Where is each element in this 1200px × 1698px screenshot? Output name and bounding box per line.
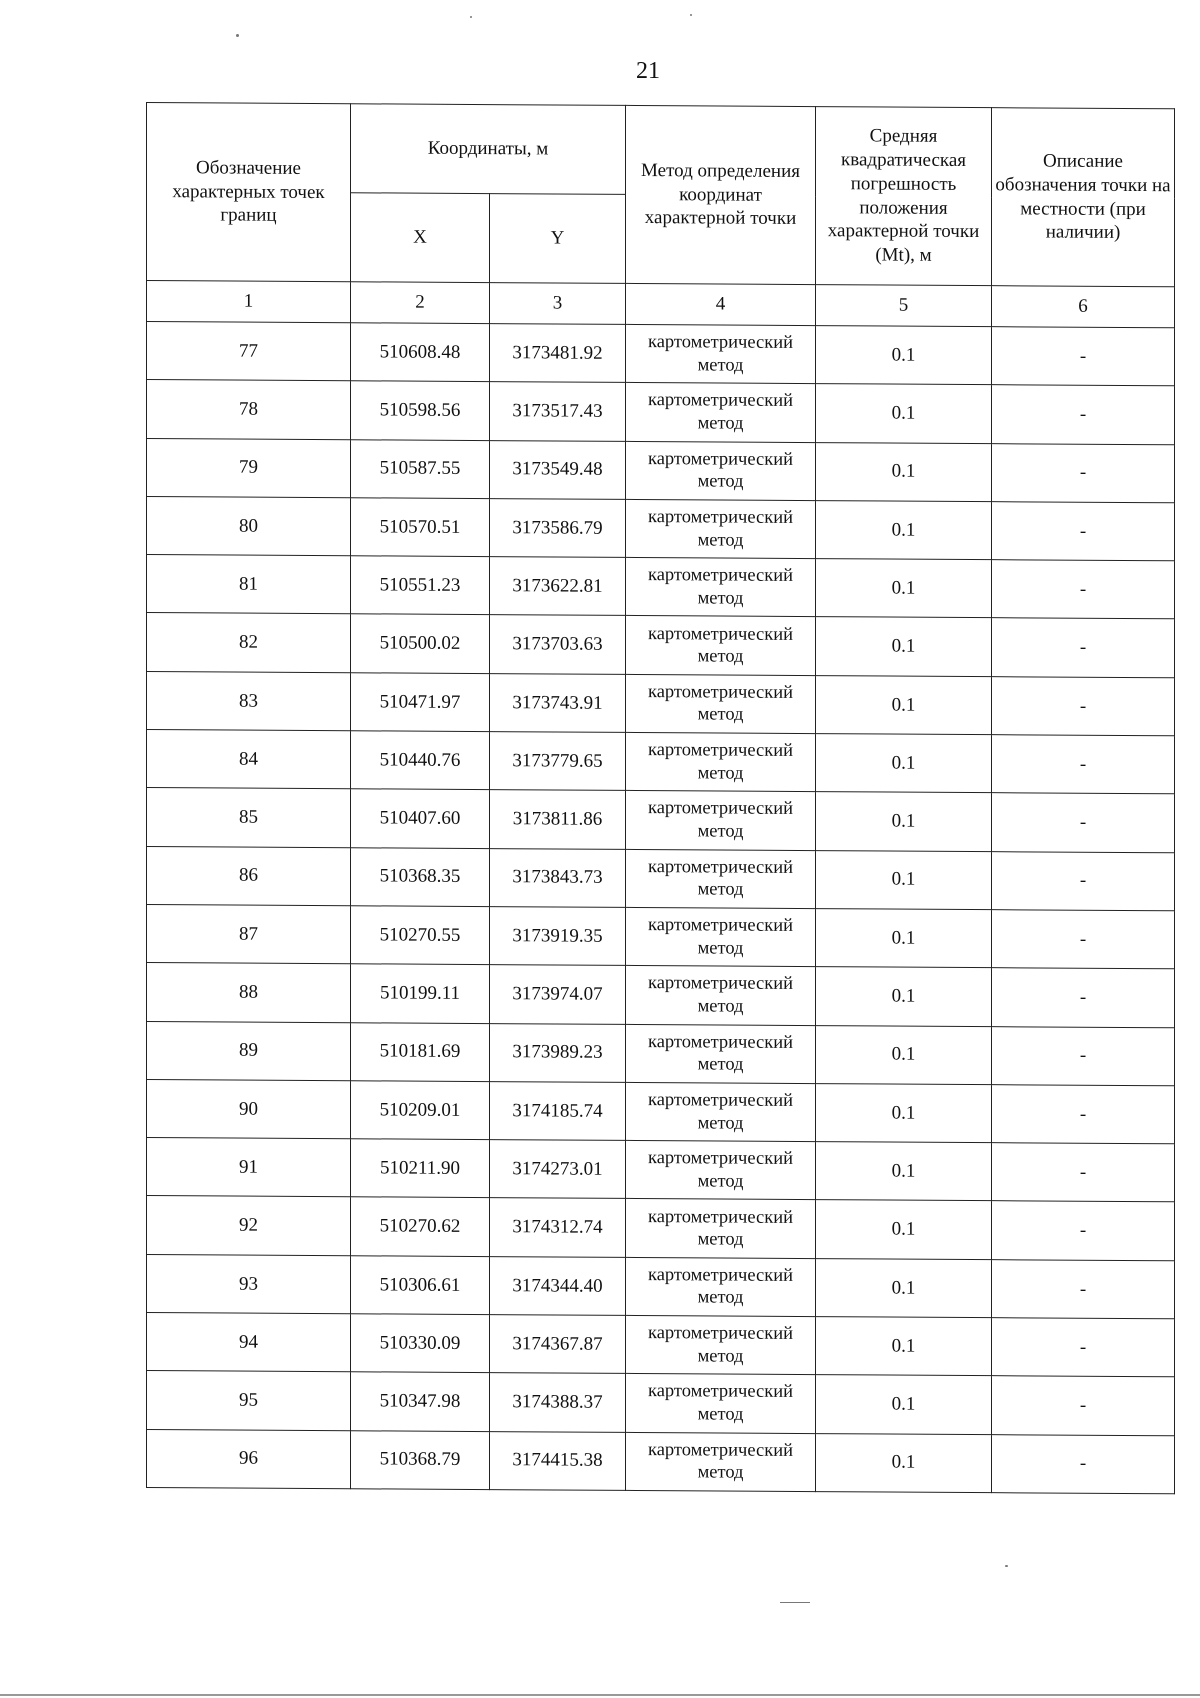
cell-error: 0.1	[816, 1375, 992, 1434]
cell-x: 510306.61	[351, 1255, 490, 1314]
cell-x: 510199.11	[351, 964, 490, 1023]
cell-x: 510270.55	[351, 906, 490, 965]
cell-description: -	[992, 1143, 1175, 1202]
cell-method: картометрический метод	[626, 966, 816, 1025]
cell-point: 94	[147, 1313, 351, 1373]
table-row	[147, 1079, 1175, 1144]
cell-error: 0.1	[816, 1433, 992, 1492]
cell-error: 0.1	[816, 850, 992, 909]
table-row	[147, 1196, 1175, 1261]
cell-method: картометрический метод	[626, 558, 816, 617]
cell-y: 3174367.87	[490, 1315, 626, 1374]
table-row	[147, 788, 1175, 853]
cell-error: 0.1	[816, 1025, 992, 1084]
cell-x: 510407.60	[351, 789, 490, 848]
cell-x: 510551.23	[351, 556, 490, 615]
cell-point: 78	[147, 380, 351, 440]
cell-x: 510440.76	[351, 731, 490, 790]
cell-y: 3173843.73	[490, 848, 626, 907]
cell-error: 0.1	[816, 792, 992, 851]
table-row	[147, 963, 1175, 1028]
coordinates-table	[146, 102, 1175, 1494]
column-number: 4	[626, 283, 816, 325]
cell-method: картометрический метод	[626, 1199, 816, 1258]
cell-description: -	[992, 1259, 1175, 1318]
cell-point: 86	[147, 846, 351, 906]
cell-description: -	[992, 560, 1175, 619]
table-row	[147, 613, 1175, 678]
cell-point: 85	[147, 788, 351, 848]
cell-point: 88	[147, 963, 351, 1023]
cell-point: 83	[147, 671, 351, 731]
cell-description: -	[992, 327, 1175, 386]
table-row	[147, 496, 1175, 561]
cell-y: 3174388.37	[490, 1373, 626, 1432]
cell-method: картометрический метод	[626, 849, 816, 908]
cell-method: картометрический метод	[626, 733, 816, 792]
column-number: 1	[147, 281, 351, 323]
cell-x: 510181.69	[351, 1022, 490, 1081]
column-number: 6	[992, 286, 1175, 328]
cell-description: -	[992, 676, 1175, 735]
cell-description: -	[992, 735, 1175, 794]
cell-x: 510587.55	[351, 439, 490, 498]
table-row	[147, 1371, 1175, 1436]
cell-method: картометрический метод	[626, 1141, 816, 1200]
scan-speck	[780, 1602, 810, 1603]
header-method: Метод определения координат характерной точки	[626, 105, 816, 284]
cell-error: 0.1	[816, 1200, 992, 1259]
cell-y: 3173919.35	[490, 907, 626, 966]
table-row	[147, 555, 1175, 620]
cell-x: 510211.90	[351, 1139, 490, 1198]
cell-error: 0.1	[816, 675, 992, 734]
cell-y: 3173989.23	[490, 1023, 626, 1082]
cell-error: 0.1	[816, 1142, 992, 1201]
column-number: 5	[816, 285, 992, 327]
cell-point: 92	[147, 1196, 351, 1256]
cell-point: 95	[147, 1371, 351, 1431]
page-number: 21	[636, 58, 660, 84]
cell-description: -	[992, 502, 1175, 561]
scan-speck	[470, 16, 472, 18]
table-row	[147, 322, 1175, 387]
table-row	[147, 1138, 1175, 1203]
table-row	[147, 730, 1175, 795]
scan-speck	[690, 14, 692, 16]
cell-point: 81	[147, 555, 351, 615]
cell-y: 3174312.74	[490, 1198, 626, 1257]
cell-point: 79	[147, 438, 351, 498]
cell-y: 3173549.48	[490, 440, 626, 499]
cell-point: 90	[147, 1079, 351, 1139]
table-body	[147, 322, 1175, 1494]
cell-x: 510368.79	[351, 1430, 490, 1489]
cell-error: 0.1	[816, 442, 992, 501]
cell-point: 91	[147, 1138, 351, 1198]
column-number: 3	[490, 283, 626, 325]
cell-description: -	[992, 1376, 1175, 1435]
table-row	[147, 438, 1175, 503]
cell-point: 93	[147, 1254, 351, 1314]
header-error: Средняя квадратическая погрешность положения характерной точки (Mt), м	[816, 107, 992, 286]
table-row	[147, 904, 1175, 969]
cell-x: 510209.01	[351, 1081, 490, 1140]
cell-method: картометрический метод	[626, 499, 816, 558]
cell-y: 3173779.65	[490, 732, 626, 791]
cell-point: 82	[147, 613, 351, 673]
table-row	[147, 1429, 1175, 1494]
cell-point: 80	[147, 496, 351, 556]
page-bottom-edge	[0, 1694, 1200, 1696]
cell-description: -	[992, 1434, 1175, 1493]
cell-y: 3173811.86	[490, 790, 626, 849]
cell-point: 77	[147, 322, 351, 382]
table-row	[147, 1313, 1175, 1378]
scan-speck	[1005, 1565, 1008, 1567]
cell-method: картометрический метод	[626, 907, 816, 966]
cell-method: картометрический метод	[626, 383, 816, 442]
header-description: Описание обозначения точки на местности (при наличии)	[992, 108, 1175, 287]
cell-description: -	[992, 793, 1175, 852]
cell-error: 0.1	[816, 1083, 992, 1142]
cell-description: -	[992, 1026, 1175, 1085]
cell-description: -	[992, 385, 1175, 444]
cell-point: 96	[147, 1429, 351, 1489]
cell-method: картометрический метод	[626, 1257, 816, 1316]
table-header	[147, 103, 1175, 328]
cell-method: картометрический метод	[626, 674, 816, 733]
cell-error: 0.1	[816, 326, 992, 385]
cell-x: 510270.62	[351, 1197, 490, 1256]
cell-x: 510570.51	[351, 498, 490, 557]
cell-y: 3173703.63	[490, 615, 626, 674]
cell-point: 89	[147, 1021, 351, 1081]
cell-y: 3173743.91	[490, 673, 626, 732]
table-row	[147, 380, 1175, 445]
cell-y: 3174415.38	[490, 1431, 626, 1490]
cell-description: -	[992, 1201, 1175, 1260]
cell-error: 0.1	[816, 909, 992, 968]
cell-method: картометрический метод	[626, 1082, 816, 1141]
cell-description: -	[992, 443, 1175, 502]
cell-y: 3174344.40	[490, 1256, 626, 1315]
cell-method: картометрический метод	[626, 1432, 816, 1491]
cell-y: 3173517.43	[490, 382, 626, 441]
cell-description: -	[992, 1318, 1175, 1377]
cell-x: 510608.48	[351, 323, 490, 382]
table-row	[147, 1254, 1175, 1319]
column-numbers-row	[147, 281, 1175, 328]
cell-error: 0.1	[816, 967, 992, 1026]
column-number: 2	[351, 282, 490, 324]
cell-method: картометрический метод	[626, 616, 816, 675]
cell-method: картометрический метод	[626, 1024, 816, 1083]
cell-x: 510471.97	[351, 673, 490, 732]
cell-y: 3174185.74	[490, 1081, 626, 1140]
cell-x: 510598.56	[351, 381, 490, 440]
header-coords: Координаты, м	[351, 104, 626, 195]
table-row	[147, 671, 1175, 736]
cell-description: -	[992, 910, 1175, 969]
scan-speck	[236, 34, 239, 37]
cell-description: -	[992, 968, 1175, 1027]
coordinates-table-container	[146, 102, 1174, 1494]
cell-description: -	[992, 618, 1175, 677]
cell-point: 87	[147, 904, 351, 964]
cell-error: 0.1	[816, 384, 992, 443]
cell-error: 0.1	[816, 559, 992, 618]
cell-point: 84	[147, 730, 351, 790]
table-row	[147, 846, 1175, 911]
header-y: Y	[490, 194, 626, 284]
cell-y: 3173586.79	[490, 498, 626, 557]
cell-method: картометрический метод	[626, 441, 816, 500]
cell-method: картометрический метод	[626, 324, 816, 383]
cell-error: 0.1	[816, 500, 992, 559]
header-x: X	[351, 193, 490, 283]
cell-error: 0.1	[816, 734, 992, 793]
cell-description: -	[992, 851, 1175, 910]
cell-error: 0.1	[816, 1317, 992, 1376]
cell-x: 510347.98	[351, 1372, 490, 1431]
cell-y: 3173481.92	[490, 324, 626, 383]
cell-x: 510500.02	[351, 614, 490, 673]
table-row	[147, 1021, 1175, 1086]
header-point: Обозначение характерных точек границ	[147, 103, 351, 282]
cell-error: 0.1	[816, 617, 992, 676]
cell-x: 510368.35	[351, 847, 490, 906]
cell-method: картометрический метод	[626, 1374, 816, 1433]
cell-y: 3173974.07	[490, 965, 626, 1024]
cell-y: 3173622.81	[490, 557, 626, 616]
cell-error: 0.1	[816, 1258, 992, 1317]
cell-x: 510330.09	[351, 1314, 490, 1373]
cell-method: картометрический метод	[626, 791, 816, 850]
cell-description: -	[992, 1085, 1175, 1144]
cell-method: картометрический метод	[626, 1315, 816, 1374]
cell-y: 3174273.01	[490, 1140, 626, 1199]
